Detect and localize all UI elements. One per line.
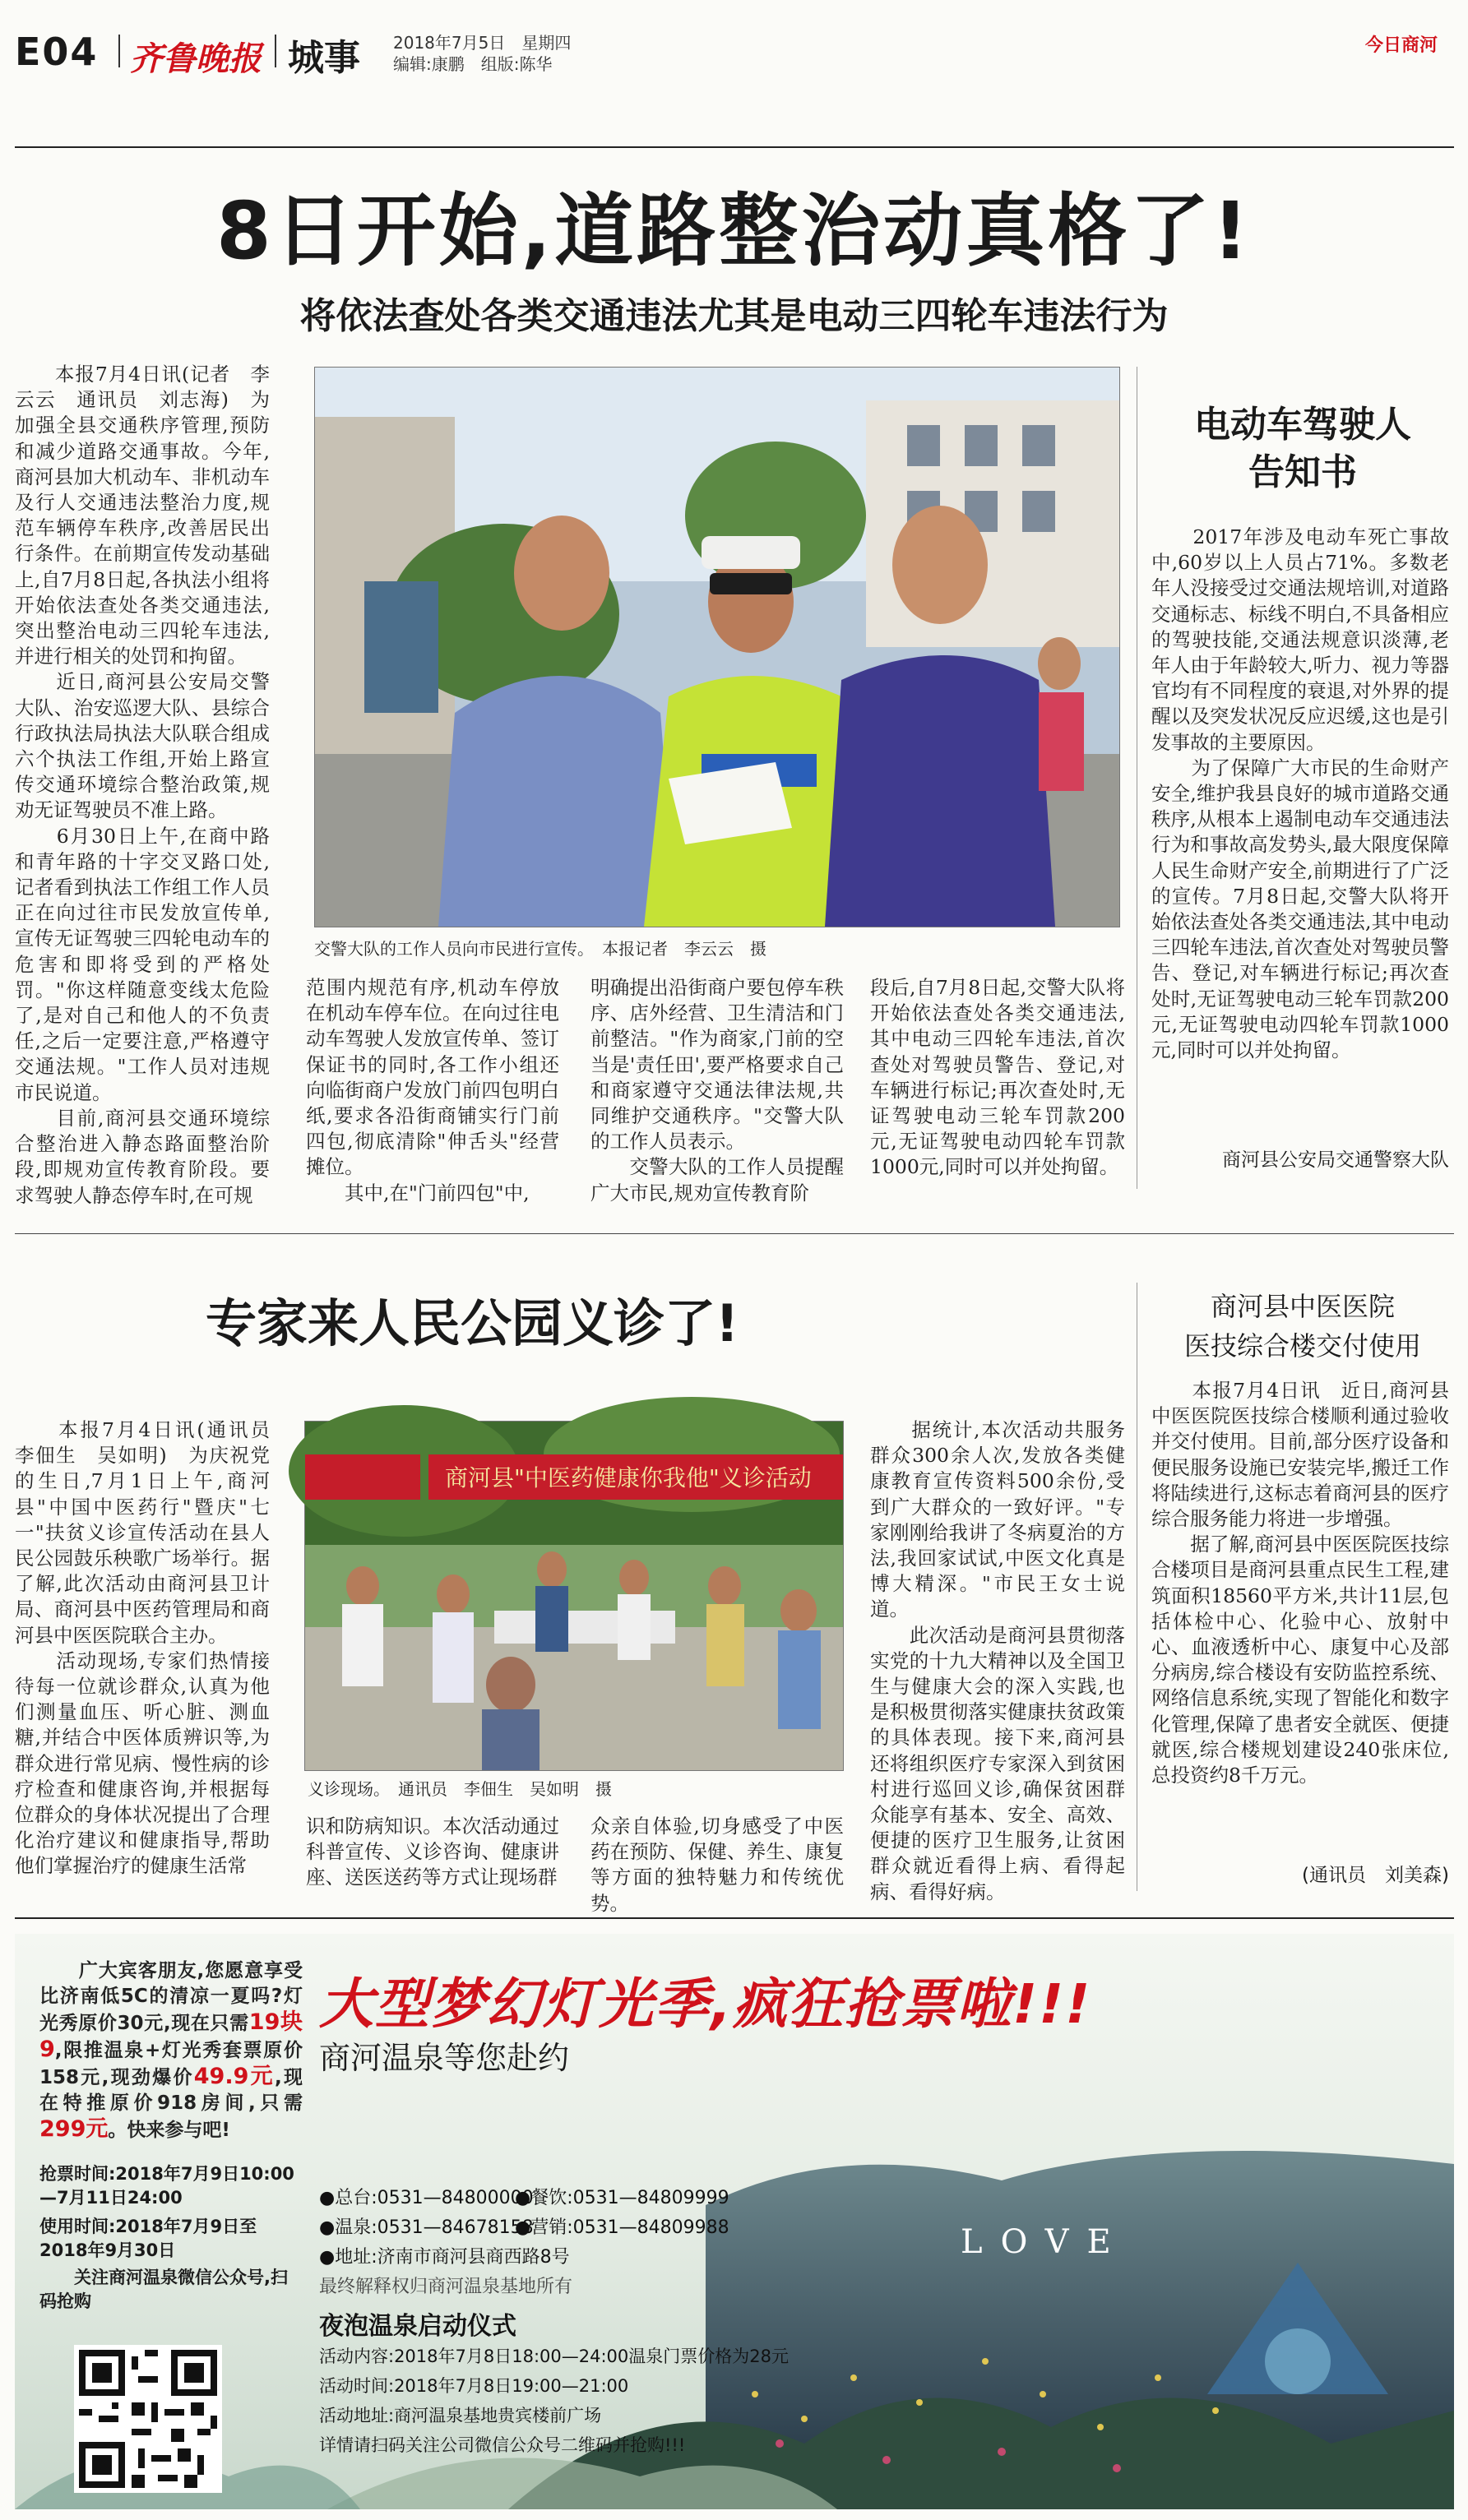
masthead-divider <box>118 35 120 67</box>
ad-promo-text: 广大宾客朋友,您愿意享受比济南低5C的清凉一夏吗?灯光秀原价30元,现在只需19块9,限推温泉+灯光秀套票原价158元,现劲爆价49.9元,现在特推原价918房间,只需299元。快来参与吧! <box>39 1960 303 2142</box>
story3-signature: (通讯员 刘美森) <box>1302 1865 1449 1886</box>
story2-column-2: 识和防病知识。本次活动通过科普宣传、义诊咨询、健康讲座、送医送药等方式让现场群 <box>306 1815 559 1889</box>
story2-column-4: 据统计,本次活动共服务群众300余人次,发放各类健康教育宣传资料500余份,受到广大群众的一致好评。"专家刚刚给我讲了冬病夏治的方法,我回家试试,中医文化真是博大精深。"市民王女士说道。 此次活动是商河县贯彻落实党的十九大精神以及全国卫生与健康大会的深入实践,也是积极贯彻落实健康扶贫政策的具体表现。接下来,商河县还将组织医疗专家深入到贫困村进行巡回义诊,确保贫困群众能享有基本、安全、高效、便捷的医疗卫生服务,让贫困群众就近看得上病、看得起病、看得好病。 <box>870 1418 1125 1903</box>
event-banner: 商河县"中医药健康你我他"义诊活动 <box>445 1464 812 1491</box>
qr-code[interactable] <box>74 2345 222 2493</box>
ad-use-time: 使用时间:2018年7月9日至2018年9月30日 <box>39 2217 257 2260</box>
notice-body: 2017年涉及电动车死亡事故中,60岁以上人员占71%。多数老年人没接受过交通法规培训,对道路交通标志、标线不明白,不具备相应的驾驶技能,交通法规意识淡薄,老年人由于年龄较大,听力、视力等器官均有不同程度的衰退,对外界的提醒以及突发状况反应迟缓,这也是引发事故的主要原因。 为了保障广大市民的生命财产安全,维护我县良好的城市道路交通秩序,从根本上遏制电动车交通违法行为和事故高发势头,最大限度保障人民生命财产安全,前期进行了广泛的宣传。7月8日起,交警大队将开始依法查处各类交通违法,其中电动三四轮车违法,首次查处对驾驶员警告、登记,对车辆进行标记;再次查处时,无证驾驶电动三轮车罚款200元,无证驾驶电动四轮车罚款1000元,同时可以并处拘留。 <box>1151 525 1449 1062</box>
ad-contact-dining: ●餐饮:0531—84809999 <box>515 2188 729 2208</box>
story2-column-1: 本报7月4日讯(通讯员 李佃生 吴如明) 为庆祝党的生日,7月1日上午,商河县"中国中医药行"暨庆"七一"扶贫义诊宣传活动在县人民公园鼓乐秧歌广场举行。据了解,此次活动由商河县卫计局、商河县中医药管理局和商河县中医医院联合主办。 活动现场,专家们热情接待每一位就诊群众,认真为他们测量血压、听心脏、测血糖,并结合中医体质辨识等,为群众进行常见病、慢性病的诊疗检查和健康咨询,并根据每位群众的身体状况提出了合理化治疗建议和健康指导,帮助他们掌握治疗的健康生活常 <box>15 1418 270 1878</box>
ad-ticket-time: 抢票时间:2018年7月9日10:00—7月11日24:00 <box>39 2164 294 2208</box>
edition-name: 今日商河 <box>1365 35 1438 56</box>
story1-subhead: 将依法查处各类交通违法尤其是电动三四轮车违法行为 <box>299 295 1169 337</box>
ad-event-content: 活动内容:2018年7月8日18:00—24:00温泉门票价格为28元 <box>319 2347 789 2366</box>
story3-body: 本报7月4日讯 近日,商河县中医医院医技综合楼顺利通过验收并交付使用。目前,部分医疗设备和便民服务设施已安装完毕,搬迁工作将陆续进行,这标志着商河县的医疗综合服务能力将进一步增强。 据了解,商河县中医医院医技综合楼项目是商河县重点民生工程,建筑面积18560平方米,共计11层,包括体检中心、化验中心、放射中心、血液透析中心、康复中心及部分病房,综合楼设有安防监控系统、网络信息系统,实现了智能化和数字化管理,保障了患者安全就医、便捷就医,综合楼规划建设240张床位,总投资约8千万元。 <box>1151 1379 1449 1787</box>
ad-price-1: 49.9元 <box>193 2064 275 2089</box>
story1-photo-caption: 交警大队的工作人员向市民进行宣传。 本报记者 李云云 摄 <box>314 939 766 959</box>
issue-date: 2018年7月5日 星期四 <box>393 33 572 53</box>
masthead-rule <box>15 146 1454 148</box>
notice-title-line2: 告知书 <box>1248 451 1357 493</box>
love-sign: LOVE <box>961 2223 1129 2261</box>
story3-title-line1: 商河县中医医院 <box>1210 1291 1395 1322</box>
paper-logo: 齐鲁晚报 <box>130 39 262 78</box>
story2-photo <box>304 1421 844 1771</box>
ad-price-2: 299元 <box>39 2116 109 2142</box>
ad-subhead: 商河温泉等您赴约 <box>319 2040 570 2076</box>
story2-bottom-rule <box>15 1917 1454 1919</box>
story2-photo-caption: 义诊现场。 通讯员 李佃生 吴如明 摄 <box>308 1779 612 1799</box>
masthead-divider-2 <box>275 35 276 67</box>
page-number: E04 <box>15 30 99 74</box>
story3-title-line2: 医技综合楼交付使用 <box>1183 1330 1421 1362</box>
notice-signature: 商河县公安局交通警察大队 <box>1222 1149 1449 1171</box>
ad-event-note: 详情请扫码关注公司微信公众号二维码并抢购!!! <box>319 2435 686 2455</box>
story1-photo <box>314 367 1120 927</box>
ad-event-title: 夜泡温泉启动仪式 <box>319 2312 516 2341</box>
ad-contact-front-desk: ●总台:0531—84800000 <box>319 2188 534 2208</box>
clinic-event-photo <box>305 1422 843 1770</box>
ad-contact-spa: ●温泉:0531—84678158 <box>319 2217 534 2238</box>
ad-rights: 最终解释权归商河温泉基地所有 <box>319 2277 573 2297</box>
qr-code-icon <box>79 2350 217 2488</box>
story1-column-3: 明确提出沿街商户要包停车秩序、店外经营、卫生清洁和门前整洁。"作为商家,门前的空当是'责任田',要严格要求自己和商家遵守交通法律法规,共同维护交通秩序。"交警大队的工作人员表示。 交警大队的工作人员提醒广大市民,规劝宣传教育阶 <box>590 976 844 1205</box>
story1-column-4: 段后,自7月8日起,交警大队将开始依法查处各类交通违法,其中电动三四轮车违法,首次查处对驾驶员警告、登记,对车辆进行标记;再次查处时,无证驾驶电动三轮车罚款200元,无证驾驶电动四轮车罚款1000元,同时可以并处拘留。 <box>870 976 1125 1179</box>
ad-follow: 关注商河温泉微信公众号,扫码抢购 <box>39 2268 288 2311</box>
notice-title-line1: 电动车驾驶人 <box>1194 404 1411 446</box>
ad-event-time: 活动时间:2018年7月8日19:00—21:00 <box>319 2376 629 2396</box>
police-officers-photo <box>315 368 1119 927</box>
editors: 编辑:康鹏 组版:陈华 <box>393 54 553 74</box>
ad-address: ●地址:济南市商河县商西路8号 <box>319 2247 570 2268</box>
ad-event-place: 活动地址:商河温泉基地贵宾楼前广场 <box>319 2406 602 2425</box>
ad-price-0: 19块9 <box>39 2009 303 2062</box>
ad-contact-sales: ●营销:0531—84809988 <box>515 2217 729 2238</box>
story2-headline: 专家来人民公园义诊了! <box>206 1293 739 1353</box>
section-title: 城事 <box>288 37 360 79</box>
story1-bottom-rule <box>15 1233 1454 1234</box>
story1-headline: 8日开始,道路整治动真格了! <box>215 185 1253 277</box>
ad-panel <box>15 1934 1454 2509</box>
ad-headline: 大型梦幻灯光季,疯狂抢票啦!!! <box>319 1972 1092 2036</box>
story2-column-3: 众亲自体验,切身感受了中医药在预防、保健、养生、康复等方面的独特魅力和传统优势。 <box>590 1815 844 1915</box>
story1-column-2: 范围内规范有序,机动车停放在机动车停车位。在向过往电动车驾驶人发放宣传单、签订保证书的同时,各工作小组还向临街商户发放门前四包明白纸,要求各沿街商铺实行门前四包,彻底清除"伸舌头"经营摊位。 其中,在"门前四包"中, <box>306 976 559 1205</box>
story1-column-1: 本报7月4日讯(记者 李云云 通讯员 刘志海) 为加强全县交通秩序管理,预防和减少道路交通事故。今年,商河县加大机动车、非机动车及行人交通违法整治力度,规范车辆停车秩序,改善居民出行条件。在前期宣传发动基础上,自7月8日起,各执法小组将开始依法查处各类交通违法,突出整治电动三四轮车违法,并进行相关的处罚和拘留。 近日,商河县公安局交警大队、治安巡逻大队、县综合行政执法局执法大队联合组成六个执法工作组,开始上路宣传交通环境综合整治政策,规劝无证驾驶员不准上路。 6月30日上午,在商中路和青年路的十字交叉路口处,记者看到执法工作组工作人员正在向过往市民发放宣传单,宣传无证驾驶三四轮电动车的危害和即将受到的严格处罚。"你这样随意变线太危险了,是对自己和他人的不负责任,之后一定要注意,严格遵守交通法规。"工作人员对违规市民说道。 目前,商河县交通环境综合整治进入静态路面整治阶段,即规劝宣传教育阶段。要求驾驶人静态停车时,在可规 <box>15 363 270 1207</box>
